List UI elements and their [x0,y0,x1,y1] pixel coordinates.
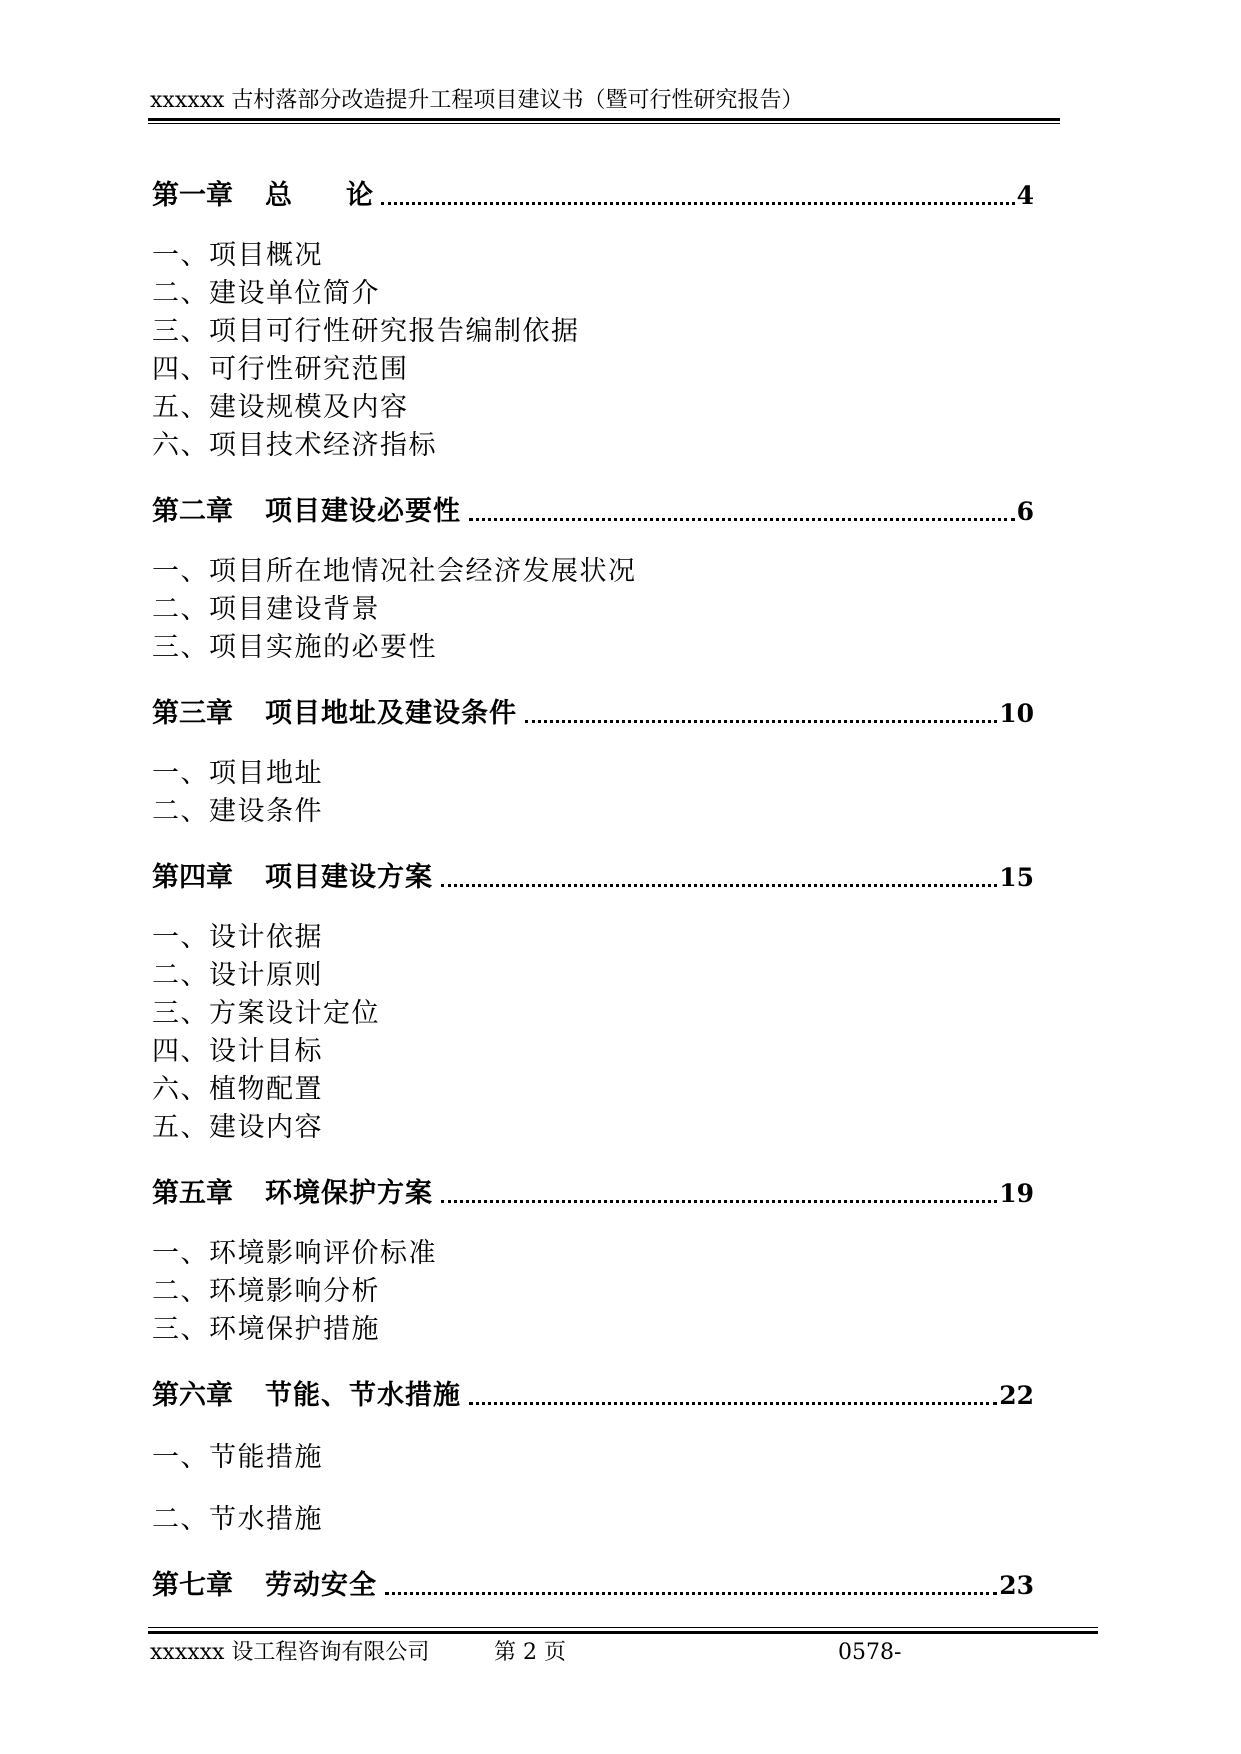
dot-leader [441,884,997,887]
chapter-title: 总 论 [265,180,373,211]
toc-section[interactable]: 三、项目可行性研究报告编制依据 [152,316,580,347]
chapter-number: 第六章 [152,1380,233,1411]
chapter-page-number: 6 [1016,497,1034,526]
toc-section[interactable]: 一、节能措施 [152,1442,323,1473]
header-rule-thin [148,123,1060,124]
footer-page-number: 第 2 页 [494,1640,566,1665]
toc-section[interactable]: 三、环境保护措施 [152,1314,380,1345]
toc-section[interactable]: 二、建设单位简介 [152,278,380,309]
chapter-page-number: 10 [999,699,1034,728]
toc-section[interactable]: 三、项目实施的必要性 [152,632,437,663]
chapter-page-number: 23 [999,1571,1034,1600]
dot-leader [525,720,997,723]
toc-section[interactable]: 一、设计依据 [152,922,323,953]
header-rule-thick [148,118,1060,121]
toc-section[interactable]: 二、设计原则 [152,960,323,991]
footer-rule-thick [148,1631,1098,1634]
toc-section[interactable]: 五、建设内容 [152,1112,323,1143]
toc-chapter-6[interactable] [152,1374,1034,1414]
toc-chapter-1[interactable] [152,174,1034,214]
dot-leader [469,518,1015,521]
chapter-number: 第一章 [152,180,233,211]
toc-section[interactable]: 五、建设规模及内容 [152,392,409,423]
chapter-title: 项目建设必要性 [265,496,461,527]
toc-chapter-5[interactable] [152,1172,1034,1212]
toc-chapter-7[interactable] [152,1564,1034,1604]
toc-section[interactable]: 一、项目概况 [152,240,323,271]
chapter-number: 第二章 [152,496,233,527]
chapter-title: 劳动安全 [265,1570,377,1601]
chapter-page-number: 15 [999,863,1034,892]
toc-chapter-2[interactable] [152,490,1034,530]
dot-leader [381,202,1015,205]
toc-section[interactable]: 六、项目技术经济指标 [152,430,437,461]
footer-rule-thin [148,1627,1098,1628]
toc-section[interactable]: 四、设计目标 [152,1036,323,1067]
toc-chapter-4[interactable] [152,856,1034,896]
footer-company: xxxxxx 设工程咨询有限公司 [150,1640,430,1665]
chapter-page-number: 19 [999,1179,1034,1208]
toc-section[interactable]: 四、可行性研究范围 [152,354,409,385]
toc-section[interactable]: 六、植物配置 [152,1074,323,1105]
toc-section[interactable]: 一、环境影响评价标准 [152,1238,437,1269]
toc-chapter-3[interactable] [152,692,1034,732]
running-header: xxxxxx 古村落部分改造提升工程项目建议书（暨可行性研究报告） [150,88,804,113]
chapter-number: 第五章 [152,1178,233,1209]
chapter-title: 项目地址及建设条件 [265,698,517,729]
dot-leader [469,1402,997,1405]
dot-leader [385,1592,997,1595]
toc-section[interactable]: 二、建设条件 [152,796,323,827]
dot-leader [441,1200,997,1203]
toc-section[interactable]: 二、项目建设背景 [152,594,380,625]
chapter-number: 第七章 [152,1570,233,1601]
toc-section[interactable]: 一、项目地址 [152,758,323,789]
toc-section[interactable]: 一、项目所在地情况社会经济发展状况 [152,556,637,587]
chapter-title: 项目建设方案 [265,862,433,893]
toc-section[interactable]: 二、节水措施 [152,1504,323,1535]
chapter-number: 第四章 [152,862,233,893]
chapter-title: 环境保护方案 [265,1178,433,1209]
chapter-number: 第三章 [152,698,233,729]
chapter-page-number: 22 [999,1381,1034,1410]
footer-phone: 0578- [838,1640,902,1665]
chapter-page-number: 4 [1016,181,1034,210]
toc-section[interactable]: 二、环境影响分析 [152,1276,380,1307]
toc-section[interactable]: 三、方案设计定位 [152,998,380,1029]
chapter-title: 节能、节水措施 [265,1380,461,1411]
